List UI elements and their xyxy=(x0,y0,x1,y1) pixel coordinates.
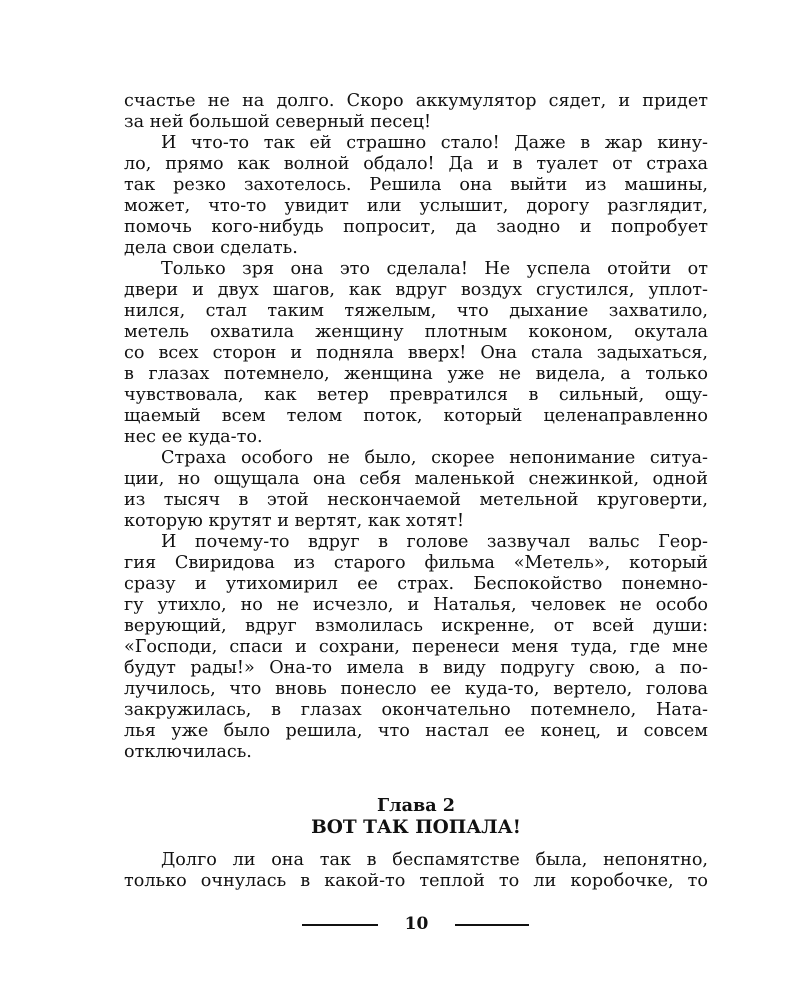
text-line: счастье не на долго. Скоро аккумулятор сядет, и придет xyxy=(124,91,708,111)
text-line: ции, но ощущала она себя маленькой снежинкой, одной xyxy=(124,469,708,489)
page-footer xyxy=(0,912,800,938)
text-line: дела свои сделать. xyxy=(124,238,298,258)
text-line: будут рады!» Она-то имела в виду подругу свою, а по- xyxy=(124,658,708,678)
text-line: сразу и утихомирил ее страх. Беспокойство понемно- xyxy=(124,574,708,594)
body-text xyxy=(124,91,708,763)
text-line: закружилась, в глазах окончательно потемнело, Ната- xyxy=(124,700,708,720)
text-line: щаемый всем телом поток, который целенаправленно xyxy=(124,406,708,426)
page-number: 10 xyxy=(404,914,429,934)
text-line: лучилось, что вновь понесло ее куда-то, вертело, голова xyxy=(124,679,708,699)
text-line: из тысяч в этой нескончаемой метельной круговерти, xyxy=(124,490,708,510)
text-line: помочь кого-нибудь попросит, да заодно и попробует xyxy=(124,217,708,237)
chapter-body-text xyxy=(124,850,708,892)
text-line: за ней большой северный песец! xyxy=(124,112,432,132)
text-line: которую крутят и вертят, как хотят! xyxy=(124,511,465,531)
text-line: в глазах потемнело, женщина уже не видела, а только xyxy=(124,364,708,384)
text-line: только очнулась в какой-то теплой то ли коробочке, то xyxy=(124,871,708,891)
text-line: лья уже было решила, что настал ее конец, и совсем xyxy=(124,721,708,741)
text-line: Только зря она это сделала! Не успела отойти от xyxy=(161,259,708,279)
text-line: так резко захотелось. Решила она выйти из машины, xyxy=(124,175,708,195)
text-line: двери и двух шагов, как вдруг воздух сгустился, уплот- xyxy=(124,280,708,300)
text-line: ло, прямо как волной обдало! Да и в туалет от страха xyxy=(124,154,708,174)
text-line: нес ее куда-то. xyxy=(124,427,263,447)
chapter-number: Глава 2 xyxy=(377,795,455,816)
text-line: Страха особого не было, скорее непонимание ситуа- xyxy=(161,448,708,468)
text-line: метель охватила женщину плотным коконом, окутала xyxy=(124,322,708,342)
footer-rule-right xyxy=(455,924,529,926)
text-line: верующий, вдруг взмолилась искренне, от всей души: xyxy=(124,616,708,636)
text-line: чувствовала, как ветер превратился в сильный, ощу- xyxy=(124,385,708,405)
text-line: «Господи, спаси и сохрани, перенеси меня туда, где мне xyxy=(124,637,708,657)
chapter-title: ВОТ ТАК ПОПАЛА! xyxy=(311,817,521,838)
text-line: гия Свиридова из старого фильма «Метель», который xyxy=(124,553,708,573)
text-line: нился, стал таким тяжелым, что дыхание захватило, xyxy=(124,301,708,321)
text-line: отключилась. xyxy=(124,742,252,762)
text-line: И почему-то вдруг в голове зазвучал вальс Геор- xyxy=(161,532,708,552)
footer-rule-left xyxy=(302,924,378,926)
text-line: гу утихло, но не исчезло, и Наталья, человек не особо xyxy=(124,595,708,615)
text-line: может, что-то увидит или услышит, дорогу разглядит, xyxy=(124,196,708,216)
text-line: И что-то так ей страшно стало! Даже в жар кину- xyxy=(161,133,708,153)
text-line: Долго ли она так в беспамятстве была, непонятно, xyxy=(161,850,708,870)
text-line: со всех сторон и подняла вверх! Она стала задыхаться, xyxy=(124,343,708,363)
